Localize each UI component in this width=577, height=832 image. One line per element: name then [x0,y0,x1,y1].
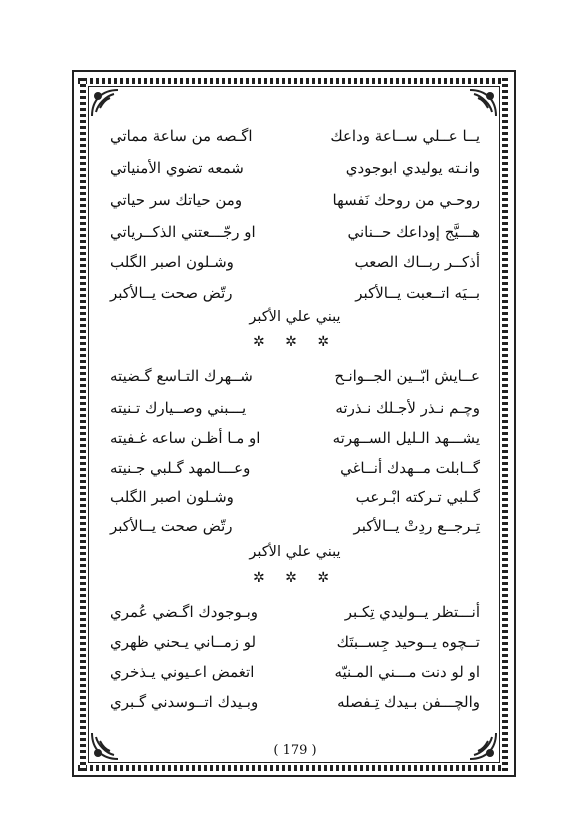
verse-first-hemistich: هـــيَّج إوداعك حــناني [347,223,480,241]
verse-line [110,280,480,306]
verse-line [110,123,480,149]
verse-line [110,187,480,213]
verse-line [110,363,480,389]
verse-line [110,659,480,685]
verse-second-hemistich: وبـيدك اتــوسدني گـبري [110,693,259,711]
verse-line [110,689,480,715]
verse-line [110,484,480,510]
verse-second-hemistich: ومن حياتك سر حياتي [110,191,243,209]
verse-line [110,513,480,539]
verse-first-hemistich: گــابلت مــهدك أنــاغي [340,459,480,477]
verse-first-hemistich: وانـته يوليدي ابوجودي [345,159,480,177]
verse-second-hemistich: شمعه تضوي الأمنياتي [110,159,244,177]
verse-line [110,395,480,421]
verse-second-hemistich: اتغمض اعـيوني يـذخري [110,663,255,681]
verse-first-hemistich: يــا عــلي ســاعة وداعك [330,127,480,145]
verse-line [110,155,480,181]
verse-second-hemistich: لو زمــاني يـحني ظهري [110,633,257,651]
verse-second-hemistich: شــهرك التـاسع گـضيته [110,367,253,385]
border-band-top [78,78,510,84]
verse-line [110,249,480,275]
verse-second-hemistich: او رجّـــعتني الذكــرياتي [110,223,256,241]
verse-second-hemistich: رتّض صحت يــالأكبر [110,284,233,302]
verse-first-hemistich: عــايش ابّــين الجــوانـح [334,367,480,385]
verse-second-hemistich: اگـصه من ساعة مماتي [110,127,253,145]
page-number: ( 179 ) [273,743,317,758]
corner-ornament-icon [88,86,122,120]
verse-first-hemistich: والچـــفن بـيدك تِـفصله [337,693,480,711]
refrain: يبني علي الأكبر [249,544,341,560]
border-band-right [502,78,508,771]
verse-first-hemistich: او لو دنت مـــني المـنيّه [334,663,480,681]
verse-second-hemistich: يـــبني وصــيارك تـنيته [110,399,247,417]
verse-line [110,599,480,625]
corner-ornament-icon [466,86,500,120]
verse-first-hemistich: وچـم نـذر لأجـلك نـذرته [335,399,480,417]
verse-line [110,455,480,481]
verse-second-hemistich: وعـــالمهد گـلبي جـنيته [110,459,251,477]
verse-second-hemistich: وبـوجودك اگـضي عُمري [110,603,259,621]
border-band-left [80,78,86,771]
verse-second-hemistich: رتّض صحت يــالأكبر [110,517,233,535]
verse-first-hemistich: يشـــهد الـليل الســهرته [332,429,480,447]
verse-first-hemistich: روحـي من روحك نَفسها [332,191,480,209]
verse-line [110,219,480,245]
verse-line [110,425,480,451]
verse-second-hemistich: وشـلون اصبر الگلب [110,488,234,506]
verse-second-hemistich: وشـلون اصبر الگلب [110,253,234,271]
refrain: يبني علي الأكبر [249,309,341,325]
star-divider: ✲ ✲ ✲ [252,570,338,586]
verse-first-hemistich: بــيَه اتــعبت يــالأكبر [355,284,480,302]
verse-first-hemistich: گـلبي تـركته ابْـرعب [355,488,480,506]
verse-line [110,629,480,655]
verse-first-hemistich: تِـرجــع ردِتْ يــالأكبر [353,517,480,535]
verse-second-hemistich: او مـا أظـن ساعه غـفيته [110,429,261,447]
verse-first-hemistich: أذكــر ربــاك الصعب [354,253,480,271]
border-band-bottom [78,765,510,771]
verse-first-hemistich: تــچوه يــوحيد جِســبتَك [336,633,480,651]
star-divider: ✲ ✲ ✲ [252,334,338,350]
verse-first-hemistich: أنـــتظر يــوليدي تِكـبر [344,603,480,621]
